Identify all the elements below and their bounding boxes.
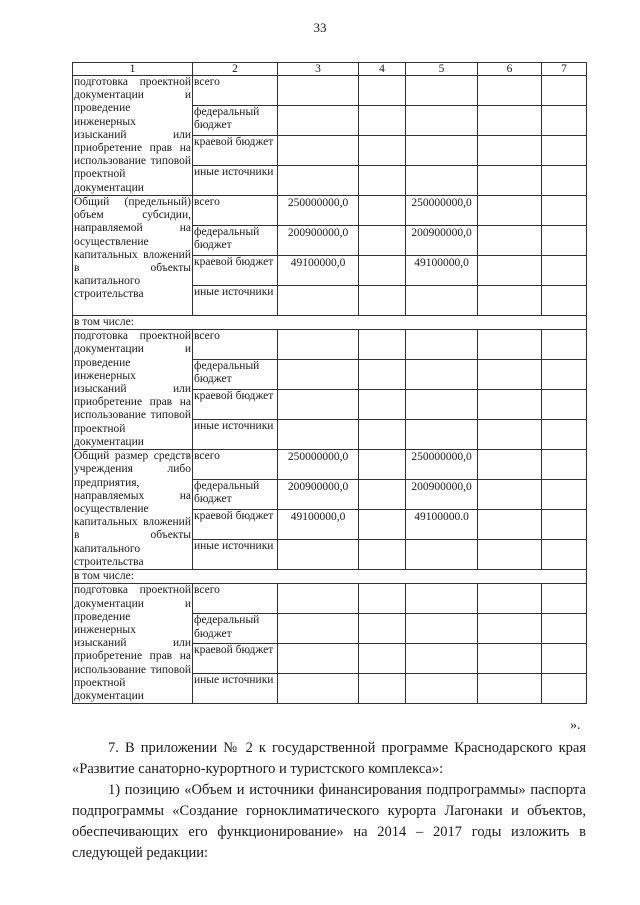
column-header: 5: [406, 63, 478, 76]
amount-cell: 250000000,0: [278, 450, 359, 480]
paragraph-7-1: 1) позицию «Объем и источники финансирования подпрограммы» паспорта подпрограммы «Создание горноклиматического курорта Лагонаки и объектов, обеспечивающих его функционирование» на 2014 – 2017 годы изложить в следующей редакции:: [72, 782, 586, 861]
amount-cell: [359, 286, 406, 316]
row-description: Общий размер средств учреждения либо предприятия, направляемых на осуществление капитальных вложений в объекты капитального строительства: [74, 450, 191, 568]
section-label: в том числе:: [73, 570, 587, 584]
column-header: 2: [193, 63, 278, 76]
funding-source: иные источники: [193, 420, 278, 450]
header-row: [73, 63, 587, 76]
funding-source: краевой бюджет: [193, 644, 278, 674]
closing-quote: ».: [570, 718, 581, 733]
table-row: [73, 584, 587, 614]
funding-source: краевой бюджет: [193, 256, 278, 286]
amount-cell: [359, 420, 406, 450]
section-label-row: [73, 570, 587, 584]
amount-cell: [359, 166, 406, 196]
funding-source: иные источники: [193, 166, 278, 196]
amount-cell: [359, 256, 406, 286]
amount-cell: [359, 360, 406, 390]
amount-cell: [278, 674, 359, 704]
amount-cell: [478, 644, 542, 674]
amount-cell: [359, 450, 406, 480]
amount-cell: [278, 330, 359, 360]
funding-source: федеральный бюджет: [193, 480, 278, 510]
amount-cell: [478, 450, 542, 480]
amount-cell: [406, 76, 478, 106]
amount-cell: [542, 256, 587, 286]
funding-source: всего: [193, 196, 278, 226]
amount-cell: [278, 614, 359, 644]
amount-cell: [278, 106, 359, 136]
amount-cell: [478, 540, 542, 570]
table-row: [73, 196, 587, 226]
amount-cell: [406, 540, 478, 570]
amount-cell: [478, 390, 542, 420]
amount-cell: [406, 614, 478, 644]
funding-source: всего: [193, 76, 278, 106]
amount-cell: 49100000,0: [278, 256, 359, 286]
amount-cell: [542, 166, 587, 196]
amount-cell: [478, 256, 542, 286]
amount-cell: [542, 584, 587, 614]
amount-cell: [478, 614, 542, 644]
funding-source: краевой бюджет: [193, 510, 278, 540]
amount-cell: [359, 584, 406, 614]
amount-cell: [542, 644, 587, 674]
amount-cell: [278, 166, 359, 196]
amount-cell: [406, 360, 478, 390]
amount-cell: [359, 510, 406, 540]
amount-cell: [406, 286, 478, 316]
amount-cell: [359, 390, 406, 420]
amount-cell: 200900000,0: [278, 480, 359, 510]
funding-source: федеральный бюджет: [193, 614, 278, 644]
amount-cell: [359, 76, 406, 106]
funding-table: [72, 62, 587, 704]
amount-cell: [359, 196, 406, 226]
amount-cell: [478, 136, 542, 166]
amount-cell: [406, 674, 478, 704]
amount-cell: [542, 390, 587, 420]
amount-cell: [542, 614, 587, 644]
row-description: подготовка проектной документации и проведение инженерных изысканий или приобретение прав на использование типовой проектной документации: [74, 330, 191, 448]
amount-cell: 200900000,0: [406, 480, 478, 510]
amount-cell: [359, 644, 406, 674]
funding-source: федеральный бюджет: [193, 360, 278, 390]
amount-cell: [542, 360, 587, 390]
amount-cell: [542, 76, 587, 106]
amount-cell: 200900000,0: [406, 226, 478, 256]
amount-cell: [478, 76, 542, 106]
amount-cell: [542, 540, 587, 570]
amount-cell: [278, 420, 359, 450]
amount-cell: [542, 106, 587, 136]
amount-cell: [278, 390, 359, 420]
table-row: [73, 76, 587, 106]
amount-cell: [478, 584, 542, 614]
amount-cell: [406, 420, 478, 450]
funding-source: краевой бюджет: [193, 136, 278, 166]
funding-source: федеральный бюджет: [193, 106, 278, 136]
amount-cell: [278, 360, 359, 390]
amount-cell: [542, 286, 587, 316]
amount-cell: [406, 136, 478, 166]
amount-cell: [359, 674, 406, 704]
amount-cell: [478, 196, 542, 226]
column-header: 4: [359, 63, 406, 76]
amount-cell: [359, 136, 406, 166]
table-row: [73, 330, 587, 360]
amount-cell: 49100000.0: [406, 510, 478, 540]
row-description: Общий (предельный) объем субсидии, направляемой на осуществление капитальных вложений в объекты капитального строительства: [73, 196, 193, 316]
table-row: [73, 450, 587, 480]
amount-cell: 250000000,0: [406, 450, 478, 480]
amount-cell: [542, 450, 587, 480]
amount-cell: [478, 330, 542, 360]
amount-cell: [359, 540, 406, 570]
amount-cell: [478, 106, 542, 136]
amount-cell: [542, 420, 587, 450]
amount-cell: [278, 644, 359, 674]
amount-cell: [406, 330, 478, 360]
funding-source: всего: [193, 450, 278, 480]
funding-source: всего: [193, 584, 278, 614]
amount-cell: [278, 76, 359, 106]
amount-cell: [542, 674, 587, 704]
amount-cell: 250000000,0: [406, 196, 478, 226]
amount-cell: 250000000,0: [278, 196, 359, 226]
amount-cell: [406, 106, 478, 136]
page-number: 33: [313, 20, 327, 35]
row-description: подготовка проектной документации и проведение инженерных изысканий или приобретение прав на использование типовой проектной документации: [74, 584, 191, 703]
amount-cell: [359, 480, 406, 510]
amount-cell: [478, 480, 542, 510]
amount-cell: [406, 166, 478, 196]
amount-cell: [359, 226, 406, 256]
funding-source: иные источники: [193, 286, 278, 316]
amount-cell: [278, 136, 359, 166]
amount-cell: [478, 360, 542, 390]
column-header: 7: [542, 63, 587, 76]
funding-source: краевой бюджет: [193, 390, 278, 420]
amount-cell: [478, 674, 542, 704]
table-body: [73, 76, 587, 704]
funding-source: федеральный бюджет: [193, 226, 278, 256]
amount-cell: [542, 226, 587, 256]
amount-cell: [478, 420, 542, 450]
amount-cell: [542, 510, 587, 540]
amount-cell: 49100000,0: [278, 510, 359, 540]
amount-cell: [542, 330, 587, 360]
amount-cell: [359, 614, 406, 644]
amount-cell: [542, 480, 587, 510]
amount-cell: [359, 106, 406, 136]
column-header: 6: [478, 63, 542, 76]
funding-source: иные источники: [193, 674, 278, 704]
column-header: 1: [73, 63, 193, 76]
amount-cell: 49100000,0: [406, 256, 478, 286]
section-label-row: [73, 316, 587, 330]
amount-cell: [359, 330, 406, 360]
funding-source: всего: [193, 330, 278, 360]
amount-cell: [406, 390, 478, 420]
column-header: 3: [278, 63, 359, 76]
amount-cell: [478, 510, 542, 540]
amount-cell: [278, 584, 359, 614]
paragraph-7: 7. В приложении № 2 к государственной программе Краснодарского края «Развитие санаторно-курортного и туристского комплекса»:: [72, 740, 586, 777]
amount-cell: [478, 226, 542, 256]
section-label: в том числе:: [73, 316, 587, 330]
funding-source: иные источники: [193, 540, 278, 570]
amount-cell: [278, 540, 359, 570]
amount-cell: [542, 196, 587, 226]
amount-cell: [478, 166, 542, 196]
amount-cell: [278, 286, 359, 316]
amount-cell: [478, 286, 542, 316]
amount-cell: [542, 136, 587, 166]
amount-cell: 200900000,0: [278, 226, 359, 256]
row-description: подготовка проектной документации и проведение инженерных изысканий или приобретение прав на использование типовой проектной документации: [74, 76, 191, 194]
amount-cell: [406, 644, 478, 674]
amount-cell: [406, 584, 478, 614]
